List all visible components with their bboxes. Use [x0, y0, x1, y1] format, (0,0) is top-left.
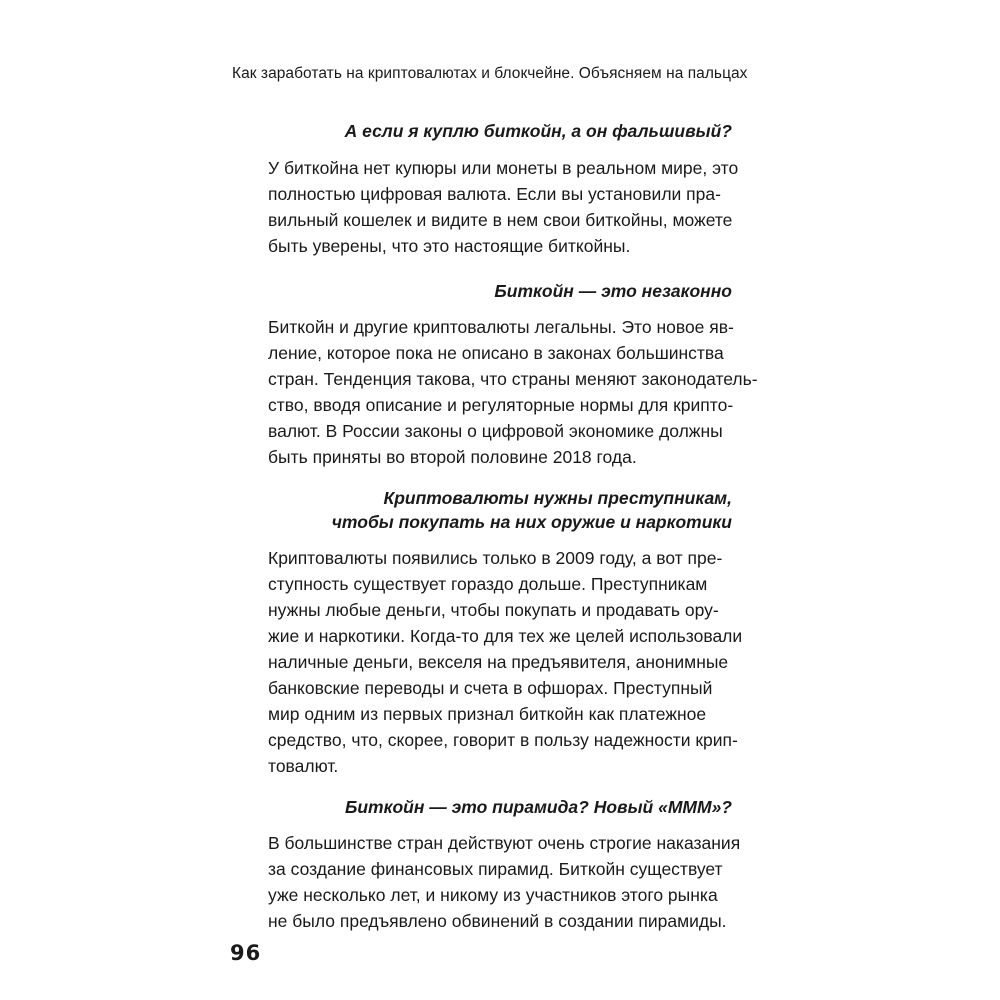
text-line: Биткойн и другие криптовалюты легальны. Это новое яв-: [268, 317, 734, 337]
section-paragraph: [268, 314, 758, 470]
section-paragraph: [268, 155, 739, 259]
text-line: уже несколько лет, и никому из участников этого рынка: [268, 885, 718, 905]
section-paragraph: [268, 830, 741, 934]
text-line: жие и наркотики. Когда-то для тех же целей использовали: [268, 626, 743, 646]
text-line: ступность существует гораздо дольше. Преступникам: [268, 574, 708, 594]
text-line: Криптовалюты появились только в 2009 году, а вот пре-: [268, 548, 723, 568]
text-line: полностью цифровая валюта. Если вы установили пра-: [268, 184, 721, 204]
text-line: ство, вводя описание и регуляторные нормы для крипто-: [268, 395, 734, 415]
text-line: быть приняты во второй половине 2018 года.: [268, 447, 637, 467]
text-line: не было предъявлено обвинений в создании пирамиды.: [268, 911, 727, 931]
section-heading: Криптовалюты нужны преступникам, чтобы покупать на них оружие и наркотики: [331, 488, 732, 532]
text-line: ление, которое пока не описано в законах большинства: [268, 343, 724, 363]
page-content: [268, 119, 758, 934]
page-number: 96: [230, 941, 262, 965]
section-heading: Биткойн — это пирамида? Новый «МММ»?: [344, 797, 732, 817]
text-line: стран. Тенденция такова, что страны меняют законодатель-: [268, 369, 758, 389]
text-line: за создание финансовых пирамид. Биткойн существует: [268, 859, 723, 879]
text-line: наличные деньги, векселя на предъявителя, анонимные: [268, 652, 729, 672]
text-line: банковские переводы и счета в офшорах. Преступный: [268, 678, 713, 698]
text-line: мир одним из первых признал биткойн как платежное: [268, 704, 707, 724]
text-line: товалют.: [268, 756, 339, 776]
text-line: быть уверены, что это настоящие биткойны.: [268, 236, 631, 256]
text-line: У биткойна нет купюры или монеты в реальном мире, это: [268, 158, 739, 178]
running-header: Как заработать на криптовалютах и блокчейне. Объясняем на пальцах: [232, 65, 748, 82]
text-line: валют. В России законы о цифровой экономике должны: [268, 421, 723, 441]
section-heading: А если я куплю биткойн, а он фальшивый?: [344, 121, 732, 141]
text-line: средство, что, скорее, говорит в пользу надежности крип-: [268, 730, 738, 750]
text-line: нужны любые деньги, чтобы покупать и продавать ору-: [268, 600, 719, 620]
text-line: В большинстве стран действуют очень строгие наказания: [268, 833, 741, 853]
section-heading: Биткойн — это незаконно: [494, 281, 732, 301]
text-line: вильный кошелек и видите в нем свои биткойны, можете: [268, 210, 733, 230]
section-paragraph: [268, 545, 743, 779]
